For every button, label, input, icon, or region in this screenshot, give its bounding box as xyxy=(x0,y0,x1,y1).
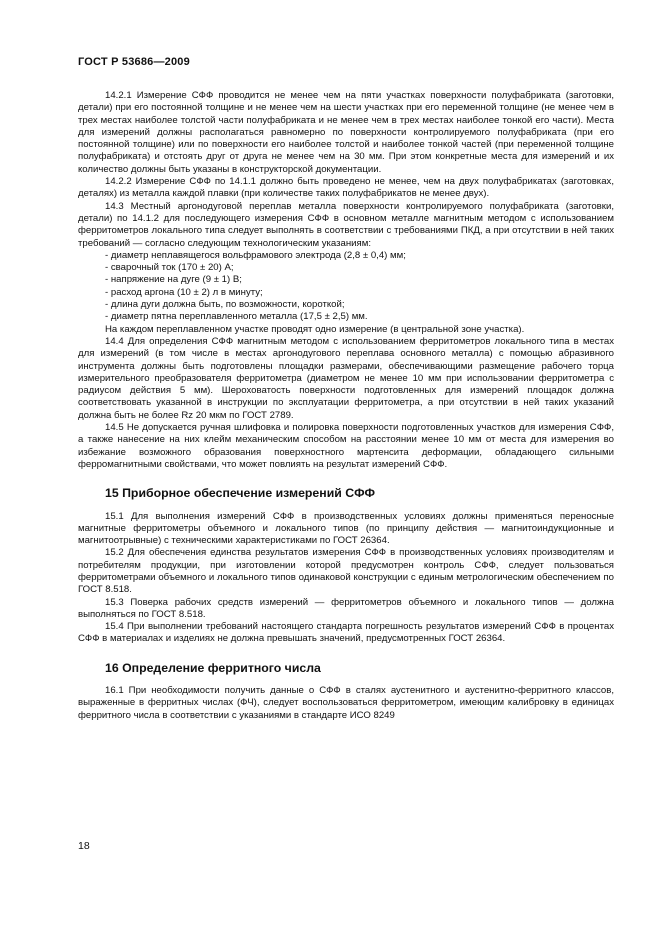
paragraph-14-4: 14.4 Для определения СФФ магнитным методом с использованием ферритометров локального типа в местах для измерений (в том числе в местах аргонодугового переплава основного металла) с помощью абразивного инструмента должны быть подготовлены площадки размерами, обеспечивающими размещение рабочего торца измерительного преобразователя ферритометра (диаметром не менее 10 мм при использовании ферритометра с радиусом действия 5 мм). Шероховатость поверхности подготовленных для измерений площадок должна соответствовать указанной в инструкции по эксплуатации ферритометра, а при отсутствии в ней таких указаний должна быть не более Rz 20 мкм по ГОСТ 2789. xyxy=(78,335,614,421)
technology-list xyxy=(78,250,614,324)
page-number: 18 xyxy=(78,840,90,852)
paragraph-14-2-1: 14.2.1 Измерение СФФ проводится не менее чем на пяти участках поверхности полуфабриката (заготовки, детали) при его постоянной толщине и не менее чем на шести участках при его переменной толщине (не менее чем в трех местах наиболее толстой части полуфабриката и не менее чем в трех местах наиболее тонкой его части). Места для измерений должны располагаться равномерно по поверхности контролируемого полуфабриката (при его постоянной толщине) или по поверхности его наиболее толстой и наиболее тонкой частей (при переменной толщине полуфабриката) и отстоять друг от друга не менее чем на 30 мм. При этом конкретные места для измерений и их количество должны быть указаны в конструкторской документации. xyxy=(78,90,614,175)
paragraph-15-3: 15.3 Поверка рабочих средств измерений — ферритометров объемного и локального типов — должна выполняться по ГОСТ 8.518. xyxy=(78,596,614,620)
section-heading-15: 15 Приборное обеспечение измерений СФФ xyxy=(105,486,375,501)
list-item: - сварочный ток (170 ± 20) А; xyxy=(105,262,614,274)
paragraph-14-3: 14.3 Местный аргонодуговой переплав металла поверхности контролируемого полуфабриката (заготовки, детали) по 14.1.2 для последующего измерения СФФ в основном металле магнитным методом с использованием ферритометров локального типа следует выполнять в соответствии с требованиями ПКД, а при отсутствии в ней таких требований — согласно следующим технологическим указаниям: xyxy=(78,200,614,249)
paragraph-15-1: 15.1 Для выполнения измерений СФФ в производственных условиях должны применяться переносные магнитные ферритометры объемного и локального типов (по принципу действия — магнитоиндукционные и магнитоотрывные) с техническими характеристиками по ГОСТ 26364. xyxy=(78,510,614,547)
list-item: - диаметр пятна переплавленного металла (17,5 ± 2,5) мм. xyxy=(105,311,614,323)
paragraph-15-2: 15.2 Для обеспечения единства результатов измерения СФФ в производственных условиях производителям и потребителям продукции, при изготовлении которой предусмотрен контроль СФФ, следует пользоваться ферритометрами объемного и локального типов одинаковой конструкции с единым метрологическим обеспечением по ГОСТ 8.518. xyxy=(78,547,614,596)
paragraph-14-2-2: 14.2.2 Измерение СФФ по 14.1.1 должно быть проведено не менее, чем на двух полуфабрикатах (заготовках, деталях) из металла каждой плавки (при количестве таких полуфабрикатов не менее двух). xyxy=(78,176,614,200)
paragraph-14-5: 14.5 Не допускается ручная шлифовка и полировка поверхности подготовленных участков для измерения СФФ, а также нанесение на них клейм механическим способом на расстоянии менее 10 мм от места для измерения во избежание возможного образования поверхностного мартенсита деформации, обладающего сильными ферромагнитными свойствами, что может повлиять на результат измерений СФФ. xyxy=(78,422,614,470)
section-heading-16: 16 Определение ферритного числа xyxy=(105,660,321,675)
document-header: ГОСТ Р 53686—2009 xyxy=(78,56,190,68)
list-item: - напряжение на дуге (9 ± 1) В; xyxy=(105,274,614,286)
paragraph-15-4: 15.4 При выполнении требований настоящего стандарта погрешность результатов измерений СФФ в процентах СФФ в материалах и изделиях не должна превышать значений, предусмотренных ГОСТ 26364. xyxy=(78,621,614,645)
paragraph-14-3-note: На каждом переплавленном участке проводят одно измерение (в центральной зоне участка). xyxy=(105,323,525,335)
list-item: - расход аргона (10 ± 2) л в минуту; xyxy=(105,287,614,299)
list-item: - длина дуги должна быть, по возможности, короткой; xyxy=(105,299,614,311)
paragraph-16-1: 16.1 При необходимости получить данные о СФФ в сталях аустенитного и аустенитно-ферритного классов, выраженные в ферритных числах (ФЧ), следует воспользоваться ферритометром, имеющим калибровку в единицах ферритного числа в соответствии с указаниями в стандарте ИСО 8249 xyxy=(78,685,614,721)
list-item: - диаметр неплавящегося вольфрамового электрода (2,8 ± 0,4) мм; xyxy=(105,250,614,262)
page-content xyxy=(78,90,614,722)
